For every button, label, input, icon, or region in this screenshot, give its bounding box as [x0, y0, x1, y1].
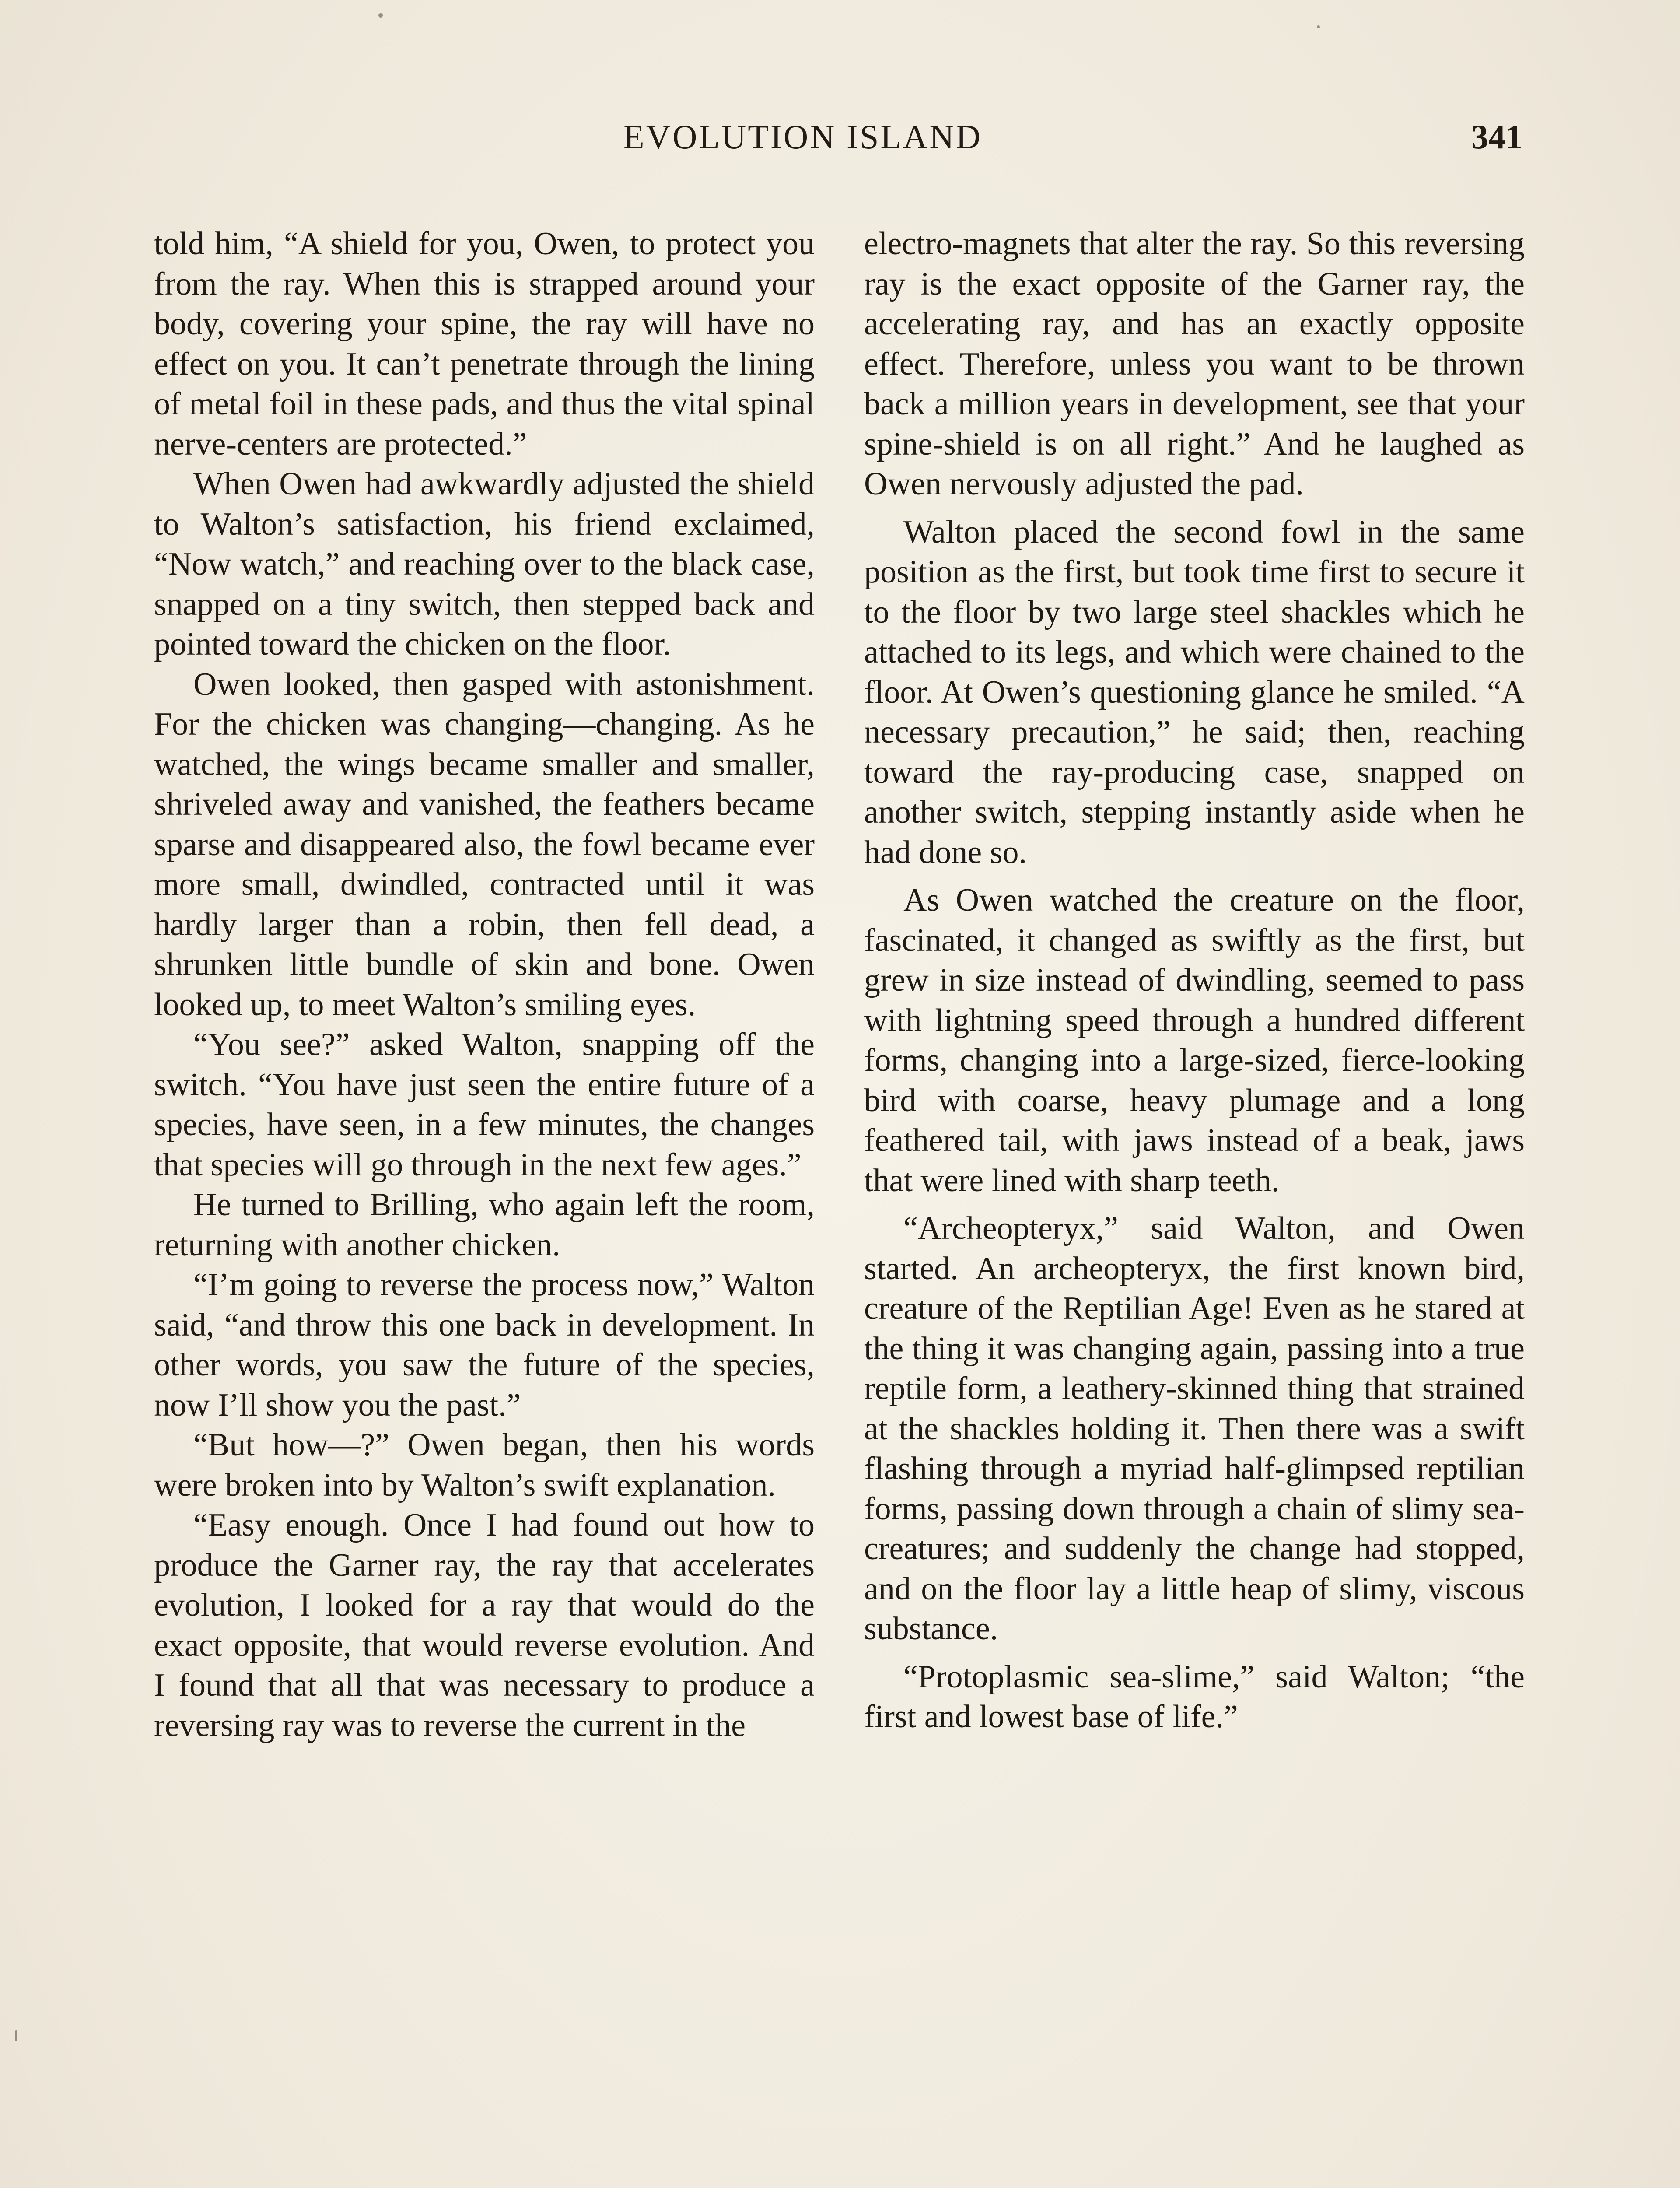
paragraph: He turned to Brilling, who again left the room, returning with another chicken.: [154, 1187, 815, 1263]
print-speck: [15, 2030, 18, 2041]
paragraph: told him, “A shield for you, Owen, to protect you from the ray. When this is strapped around your body, covering your spine, the ray will have no effect on you. It can’t penetrate through the lining of metal foil in these pads, and thus the vital spinal nerve-centers are protected.”: [154, 226, 815, 462]
paragraph: “Archeopteryx,” said Walton, and Owen started. An archeopteryx, the first known bird, creature of the Reptilian Age! Even as he stared at the thing it was changing again, passing into a true reptile form, a leathery-skinned thing that strained at the shackles holding it. Then there was a swift flashing through a myriad half-glimpsed reptilian forms, passing down through a chain of slimy sea-creatures; and suddenly the change had stopped, and on the floor lay a little heap of slimy, viscous substance.: [864, 1210, 1525, 1647]
left-column: [154, 224, 815, 1746]
paragraph: When Owen had awkwardly adjusted the shield to Walton’s satisfaction, his friend exclaimed, “Now watch,” and reaching over to the black case, snapped on a tiny switch, then stepped back and pointed toward the chicken on the floor.: [154, 466, 815, 662]
print-speck: [1317, 25, 1320, 28]
paragraph: Walton placed the second fowl in the same position as the first, but took time first to secure it to the floor by two large steel shackles which he attached to its legs, and which were chained to the floor. At Owen’s questioning glance he smiled. “A necessary precaution,” he said; then, reaching toward the ray-producing case, snapped on another switch, stepping instantly aside when he had done so.: [864, 514, 1525, 870]
paragraph: As Owen watched the creature on the floor, fascinated, it changed as swiftly as the first, but grew in size instead of dwindling, seemed to pass with lightning speed through a hundred different forms, changing into a large-sized, fierce-looking bird with coarse, heavy plumage and a long feathered tail, with jaws instead of a beak, jaws that were lined with sharp teeth.: [864, 882, 1525, 1199]
page-number: 341: [1471, 118, 1522, 156]
paragraph: “But how—?” Owen began, then his words were broken into by Walton’s swift explanation.: [154, 1427, 815, 1503]
paragraph: electro-magnets that alter the ray. So this reversing ray is the exact opposite of the Garner ray, the accelerating ray, and has an exactly opposite effect. Therefore, unless you want to be thrown back a million years in development, see that your spine-shield is on all right.” And he laughed as Owen nervously adjusted the pad.: [864, 226, 1525, 502]
right-column: [864, 224, 1525, 1737]
paragraph: “Easy enough. Once I had found out how to produce the Garner ray, the ray that accelerates evolution, I looked for a ray that would do the exact opposite, that would reverse evolution. And I found that all that was necessary to produce a reversing ray was to reverse the current in the: [154, 1507, 815, 1743]
paragraph: “I’m going to reverse the process now,” Walton said, “and throw this one back in development. In other words, you saw the future of the species, now I’ll show you the past.”: [154, 1267, 815, 1423]
paragraph: Owen looked, then gasped with astonishment. For the chicken was changing—changing. As he watched, the wings became smaller and smaller, shriveled away and vanished, the feathers became sparse and disappeared also, the fowl became ever more small, dwindled, contracted until it was hardly larger than a robin, then fell dead, a shrunken little bundle of skin and bone. Owen looked up, to meet Walton’s smiling eyes.: [154, 666, 815, 1023]
paragraph: “Protoplasmic sea-slime,” said Walton; “the first and lowest base of life.”: [864, 1659, 1525, 1735]
running-head: EVOLUTION ISLAND: [623, 118, 983, 156]
page-header: [149, 117, 1522, 165]
print-speck: [378, 13, 383, 18]
paragraph: “You see?” asked Walton, snapping off the switch. “You have just seen the entire future of a species, have seen, in a few minutes, the changes that species will go through in the next few ages.”: [154, 1027, 815, 1183]
